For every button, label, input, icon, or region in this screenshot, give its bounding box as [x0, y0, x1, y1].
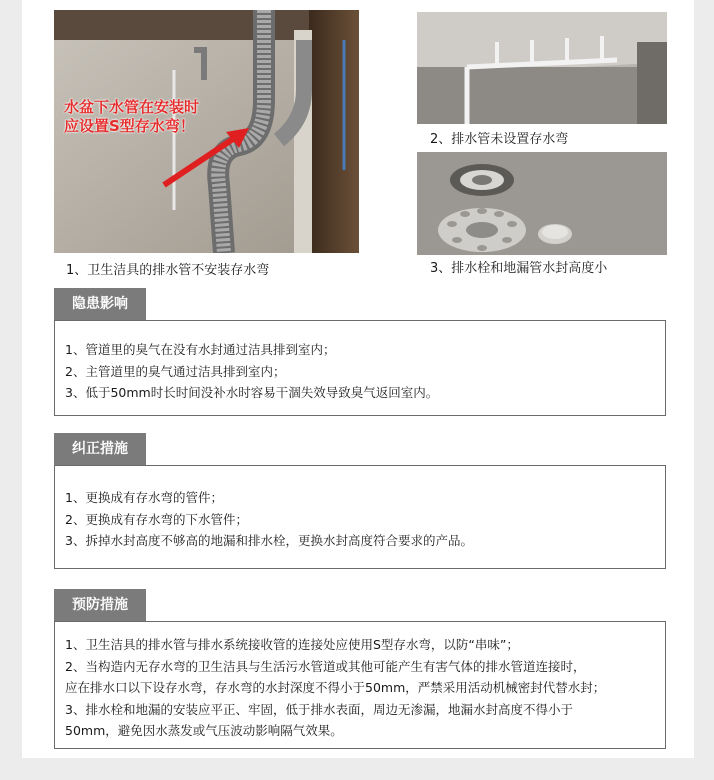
photo-ceiling-drain-pipes	[417, 12, 667, 124]
preventive-line-3: 应在排水口以下设存水弯，存水弯的水封深度不得小于50mm，严禁采用活动机械密封代替水封；	[65, 680, 606, 695]
photo2-caption: 2、排水管未设置存水弯	[430, 132, 569, 147]
corrective-line-2: 2、更换成有存水弯的下水管件；	[65, 511, 248, 527]
floor-drain-illustration	[417, 152, 667, 255]
hazard-line-3: 3、低于50mm时长时间没补水时容易干涸失效导致臭气返回室内。	[65, 385, 439, 400]
ceiling-pipes-illustration	[417, 12, 667, 124]
hazard-line-1: 1、管道里的臭气在没有水封通过洁具排到室内；	[65, 342, 336, 357]
photo3-caption: 3、排水栓和地漏管水封高度小	[430, 261, 608, 276]
section-title-hazard-impact: 隐患影响	[54, 288, 146, 321]
preventive-line-2: 2、当构造内无存水弯的卫生洁具与生活污水管道或其他可能产生有害气体的排水管道连接时，	[65, 658, 586, 674]
photo-sink-drain-pipe	[54, 10, 359, 253]
photo-overlay-text	[64, 98, 199, 136]
preventive-line-5: 50mm，避免因水蒸发或气压波动影响隔气效果。	[65, 723, 343, 738]
page-bottom-gap	[22, 758, 694, 780]
section-title-preventive-measures: 预防措施	[54, 589, 146, 622]
section-box-corrective-measures	[54, 465, 666, 569]
overlay-line-1: 水盆下水管在安装时	[64, 98, 200, 116]
section-box-hazard-impact	[54, 320, 666, 416]
corrective-line-1: 1、更换成有存水弯的管件；	[65, 490, 223, 505]
photo-floor-drain	[417, 152, 667, 255]
preventive-line-4: 3、排水栓和地漏的安装应平正、牢固，低于排水表面，周边无渗漏，地漏水封高度不得小于	[65, 701, 573, 717]
preventive-line-1: 1、卫生洁具的排水管与排水系统接收管的连接处应使用S型存水弯，以防“串味”；	[65, 637, 519, 652]
document-page	[22, 0, 694, 780]
hazard-line-2: 2、主管道里的臭气通过洁具排到室内；	[65, 363, 286, 379]
photo1-caption: 1、卫生洁具的排水管不安装存水弯	[66, 263, 270, 278]
section-box-preventive-measures	[54, 621, 666, 749]
overlay-line-2: 应设置S型存水弯！	[64, 117, 195, 135]
section-title-corrective-measures: 纠正措施	[54, 433, 146, 466]
corrective-line-3: 3、拆掉水封高度不够高的地漏和排水栓，更换水封高度符合要求的产品。	[65, 533, 473, 548]
